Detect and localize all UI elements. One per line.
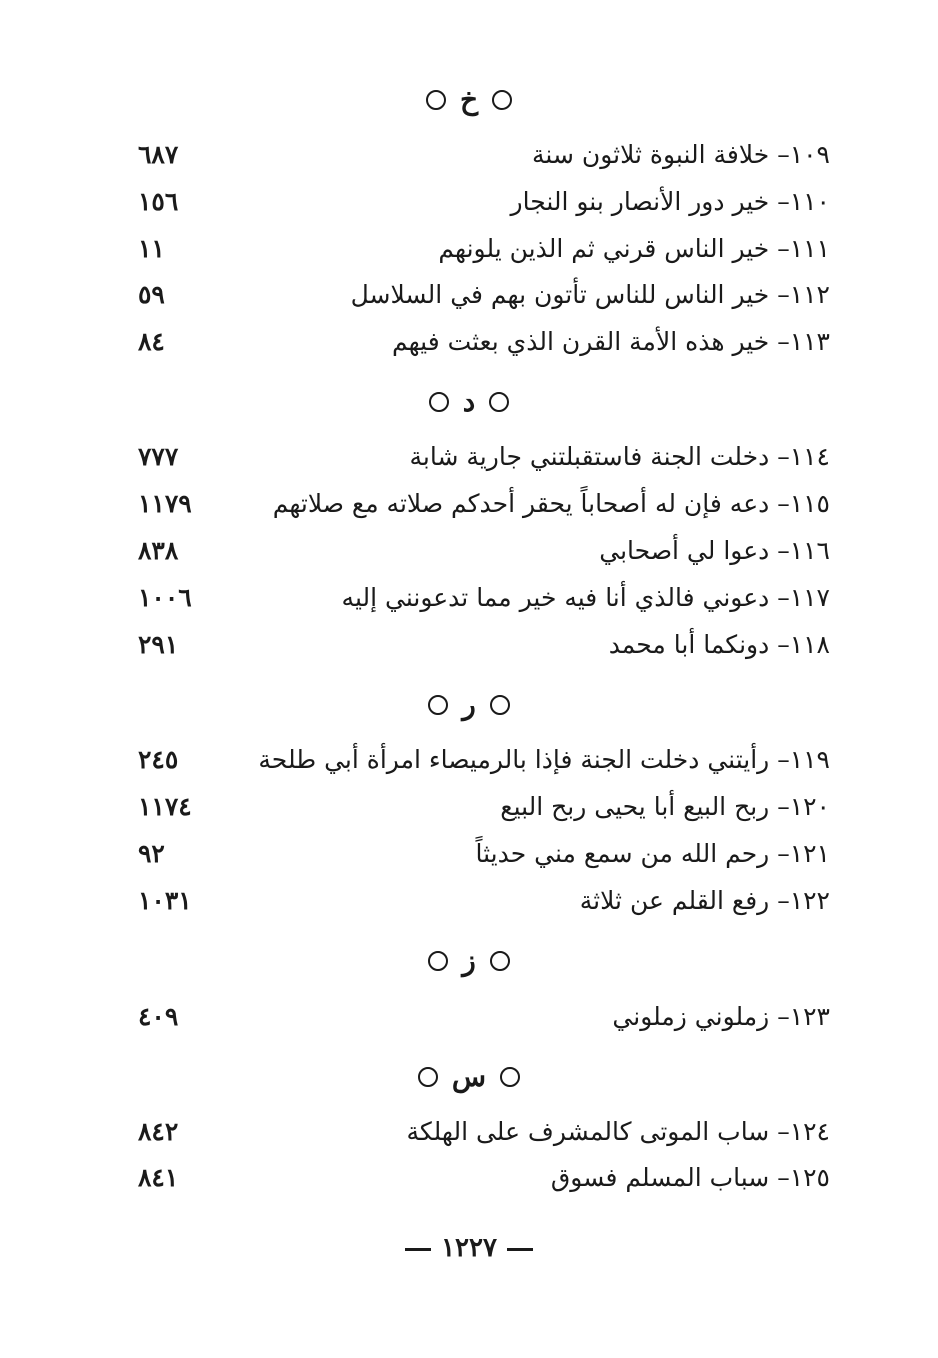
section-letter: خ: [459, 82, 479, 116]
index-entry: [130, 1157, 830, 1199]
section-header-sin: [0, 1055, 938, 1095]
section-letter: ر: [462, 687, 476, 721]
entry-text: ١٢٣– زملوني زملوني: [612, 1002, 830, 1031]
index-entry: [130, 228, 830, 270]
section-header-zay: [0, 939, 938, 979]
page-number: ١٢٢٧: [441, 1233, 497, 1263]
entry-text: ١١٥– دعه فإن له أصحاباً يحقر أحدكم صلاته مع صلاتهم: [272, 489, 830, 518]
page-footer: [0, 1228, 938, 1268]
section-letter: س: [451, 1059, 487, 1093]
circle-icon: [500, 1067, 520, 1087]
entry-text: ١١٠– خير دور الأنصار بنو النجار: [510, 187, 830, 216]
entry-page-number: ١٠٠٦: [138, 583, 192, 612]
index-entry: [130, 624, 830, 666]
entry-page-number: ٢٩١: [138, 630, 179, 659]
entry-page-number: ٨٣٨: [138, 536, 179, 565]
entry-page-number: ٨٤١: [138, 1163, 179, 1192]
circle-icon: [429, 392, 449, 412]
circle-icon: [426, 90, 446, 110]
entry-page-number: ١٠٣١: [138, 886, 192, 915]
index-entry: [130, 274, 830, 316]
entry-text: ١١٦– دعوا لي أصحابي: [599, 536, 830, 565]
entry-page-number: ٢٤٥: [138, 745, 179, 774]
entry-text: ١٠٩– خلافة النبوة ثلاثون سنة: [532, 140, 830, 169]
circle-icon: [428, 695, 448, 715]
index-entry: [130, 739, 830, 781]
section-header-kha: [0, 78, 938, 118]
entry-text: ١٢٤– ساب الموتى كالمشرف على الهلكة: [406, 1117, 830, 1146]
entry-page-number: ١٥٦: [138, 187, 179, 216]
entry-text: ١١٨– دونكما أبا محمد: [608, 630, 830, 659]
index-entry: [130, 321, 830, 363]
section-header-dal: [0, 380, 938, 420]
index-entry: [130, 483, 830, 525]
index-entry: [130, 996, 830, 1038]
dash-left: [405, 1248, 431, 1251]
index-entry: [130, 833, 830, 875]
entry-page-number: ١١٧٤: [138, 792, 192, 821]
section-header-ra: [0, 683, 938, 723]
entry-text: ١١٩– رأيتني دخلت الجنة فإذا بالرميصاء امرأة أبي طلحة: [258, 745, 830, 774]
entry-text: ١٢٢– رفع القلم عن ثلاثة: [579, 886, 830, 915]
entry-text: ١٢١– رحم الله من سمع مني حديثاً: [475, 839, 830, 868]
entry-text: ١١١– خير الناس قرني ثم الذين يلونهم: [438, 234, 830, 263]
circle-icon: [428, 951, 448, 971]
circle-icon: [492, 90, 512, 110]
section-letter: د: [462, 384, 476, 418]
entry-page-number: ٨٤: [138, 327, 165, 356]
entry-page-number: ٥٩: [138, 280, 165, 309]
index-entry: [130, 134, 830, 176]
circle-icon: [489, 392, 509, 412]
index-entry: [130, 577, 830, 619]
circle-icon: [490, 695, 510, 715]
entry-page-number: ٩٢: [138, 839, 165, 868]
index-entry: [130, 1111, 830, 1153]
entry-text: ١١٧– دعوني فالذي أنا فيه خير مما تدعونني إليه: [341, 583, 830, 612]
entry-page-number: ٨٤٢: [138, 1117, 179, 1146]
circle-icon: [490, 951, 510, 971]
entry-text: ١٢٠– ربح البيع أبا يحيى ربح البيع: [500, 792, 830, 821]
entry-text: ١١٣– خير هذه الأمة القرن الذي بعثت فيهم: [391, 327, 830, 356]
dash-right: [507, 1248, 533, 1251]
entry-page-number: ٧٧٧: [138, 442, 179, 471]
entry-page-number: ١١: [138, 234, 165, 263]
index-entry: [130, 436, 830, 478]
entry-page-number: ١١٧٩: [138, 489, 192, 518]
index-entry: [130, 786, 830, 828]
index-entry: [130, 880, 830, 922]
index-entry: [130, 530, 830, 572]
entry-text: ١١٢– خير الناس للناس تأتون بهم في السلاسل: [350, 280, 830, 309]
entry-text: ١١٤– دخلت الجنة فاستقبلتني جارية شابة: [409, 442, 830, 471]
circle-icon: [418, 1067, 438, 1087]
entry-page-number: ٦٨٧: [138, 140, 179, 169]
entry-page-number: ٤٠٩: [138, 1002, 179, 1031]
entry-text: ١٢٥– سباب المسلم فسوق: [550, 1163, 830, 1192]
section-letter: ز: [462, 943, 476, 977]
index-entry: [130, 181, 830, 223]
